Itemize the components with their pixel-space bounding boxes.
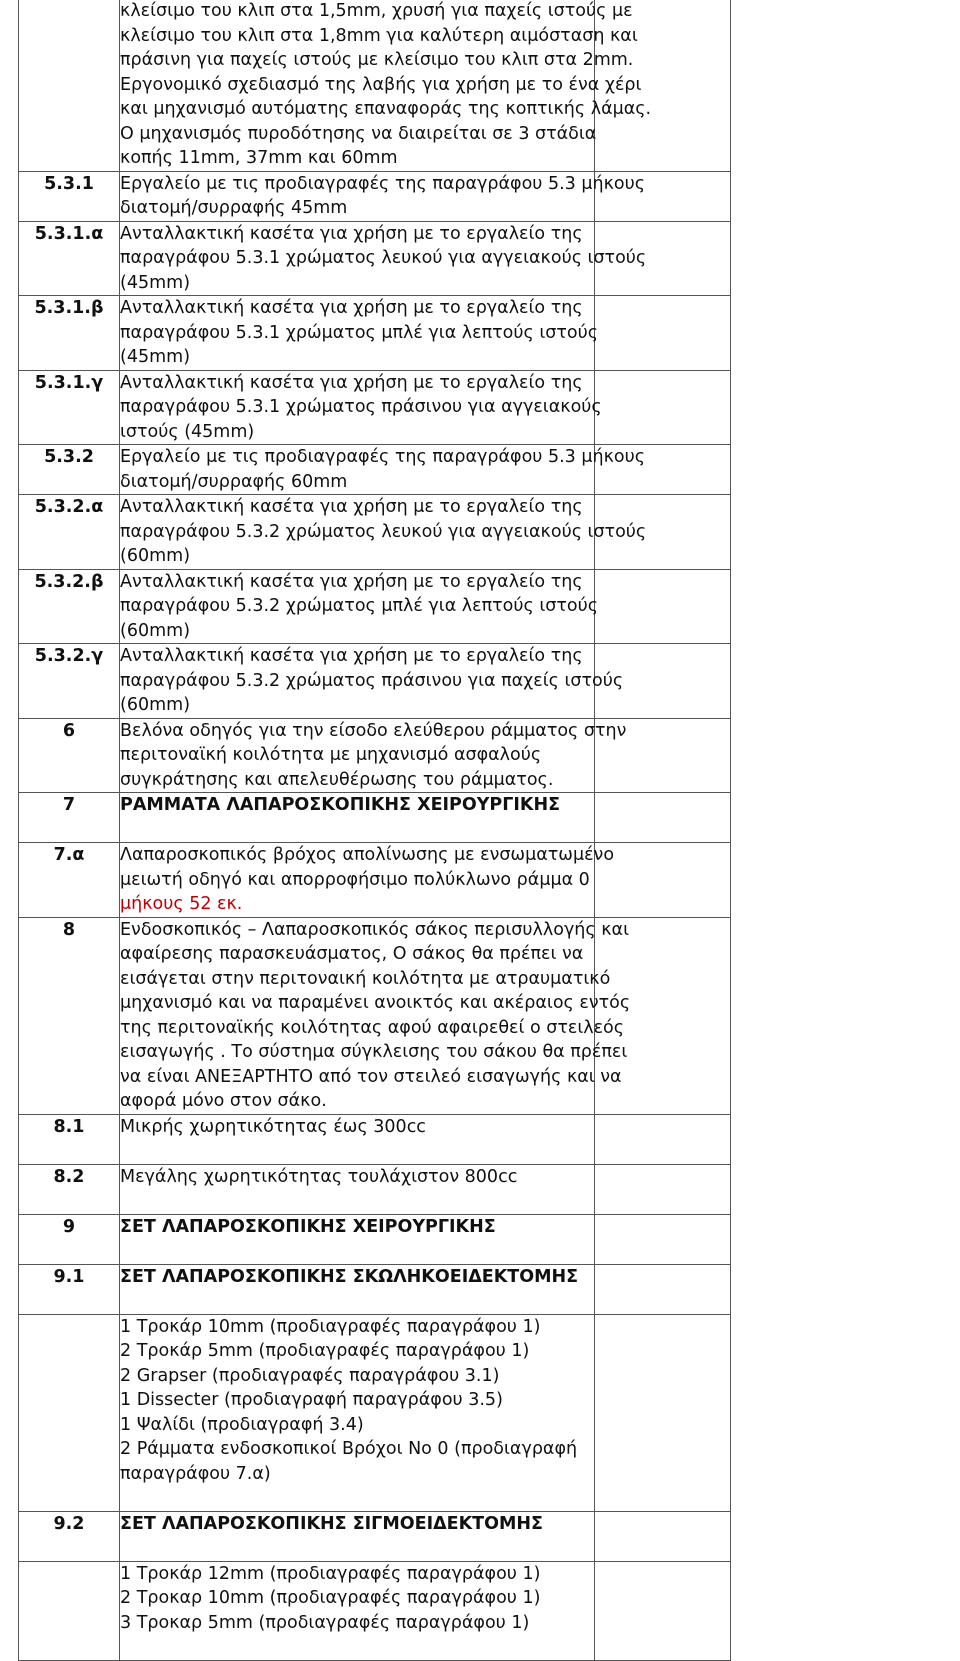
item-description — [120, 1214, 595, 1264]
item-description — [120, 917, 631, 1114]
compliance-cell — [595, 569, 731, 644]
text-line: 2 Ράμματα ενδοσκοπικοί Βρόχοι Νο 0 (προδιαγραφή — [120, 1439, 578, 1459]
text-line: Ανταλλακτική κασέτα για χρήση με το εργαλείο της — [120, 497, 583, 517]
item-description — [120, 793, 595, 843]
table-row — [19, 843, 731, 918]
text-line — [120, 1486, 594, 1511]
text-line: και μηχανισμό αυτόματης επαναφοράς της κοπτικής λάμας. — [120, 99, 652, 119]
table-row — [19, 917, 731, 1114]
item-number: 5.3.2.β — [19, 569, 120, 644]
text-line — [120, 1139, 594, 1164]
table-row — [19, 644, 731, 719]
text-line: ΣΕΤ ΛΑΠΑΡΟΣΚΟΠΙΚΗΣ ΣΚΩΛΗΚΟΕΙΔΕΚΤΟΜΗΣ — [120, 1266, 579, 1287]
text-line: 2 Τροκαρ 10mm (προδιαγραφές παραγράφου 1) — [120, 1588, 541, 1608]
table-row — [19, 171, 731, 221]
item-number: 5.3.1.γ — [19, 370, 120, 445]
text-line: εισάγεται στην περιτοναική κοιλότητα με ατραυματικό — [120, 968, 611, 989]
table-row — [19, 1511, 731, 1561]
specification-table-body — [19, 0, 731, 1660]
item-description — [120, 221, 647, 296]
compliance-cell — [595, 1214, 731, 1264]
compliance-cell — [595, 370, 731, 445]
text-line: Ανταλλακτική κασέτα για χρήση με το εργαλείο της — [120, 372, 583, 393]
compliance-cell — [595, 1511, 731, 1561]
item-number: 9.2 — [19, 1511, 120, 1561]
item-number: 6 — [19, 718, 120, 793]
specification-document — [18, 0, 731, 1661]
table-row — [19, 495, 731, 570]
item-description — [120, 1561, 595, 1660]
item-description — [120, 1511, 595, 1561]
text-line: Ανταλλακτική κασέτα για χρήση με το εργαλείο της — [120, 571, 583, 592]
text-line: διατομή/συρραφής 45mm — [120, 198, 348, 218]
text-line: Λαπαροσκοπικός βρόχος απολίνωσης με ενσωματωμένο — [120, 845, 615, 865]
item-description — [120, 495, 647, 570]
item-number: 5.3.2.α — [19, 495, 120, 570]
text-line: 1 Τροκάρ 12mm (προδιαγραφές παραγράφου 1) — [120, 1563, 541, 1584]
item-description — [120, 718, 627, 793]
item-description — [120, 843, 615, 918]
item-number — [19, 1561, 120, 1660]
table-row — [19, 1114, 731, 1164]
table-row — [19, 221, 731, 296]
text-line: παραγράφου 5.3.2 χρώματος λευκού για αγγειακούς ιστούς — [120, 521, 647, 542]
text-line: (60mm) — [120, 695, 191, 715]
highlighted-text-line: μήκους 52 εκ. — [120, 894, 243, 914]
text-line: κοπής 11mm, 37mm και 60mm — [120, 148, 398, 168]
text-line: Ανταλλακτική κασέτα για χρήση με το εργαλείο της — [120, 298, 583, 318]
item-description — [120, 445, 646, 495]
item-description — [120, 296, 598, 371]
text-line: Ανταλλακτική κασέτα για χρήση με το εργαλείο της — [120, 646, 583, 666]
text-line: Εργαλείο με τις προδιαγραφές της παραγράφου 5.3 μήκους — [120, 173, 646, 194]
table-row — [19, 793, 731, 843]
text-line: 1 Ψαλίδι (προδιαγραφή 3.4) — [120, 1414, 364, 1435]
table-row — [19, 718, 731, 793]
item-number: 8.1 — [19, 1114, 120, 1164]
compliance-cell — [595, 1114, 731, 1164]
text-line — [120, 818, 594, 843]
text-line: περιτοναϊκή κοιλότητα με μηχανισμό ασφαλούς — [120, 745, 542, 765]
compliance-cell — [595, 1264, 731, 1314]
text-line: μειωτή οδηγό και απορροφήσιμο πολύκλωνο ράμμα 0 — [120, 869, 590, 890]
item-description — [120, 1114, 595, 1164]
item-number: 9 — [19, 1214, 120, 1264]
table-row — [19, 0, 731, 171]
text-line: ιστούς (45mm) — [120, 421, 255, 442]
table-row — [19, 1264, 731, 1314]
table-row — [19, 569, 731, 644]
text-line — [120, 1536, 594, 1561]
text-line: Εργονομικό σχεδιασμό της λαβής για χρήση με το ένα χέρι — [120, 74, 642, 95]
table-row — [19, 296, 731, 371]
table-row — [19, 1214, 731, 1264]
text-line: παραγράφου 5.3.1 χρώματος πράσινου για αγγειακούς — [120, 397, 602, 417]
table-row — [19, 370, 731, 445]
item-description — [120, 370, 602, 445]
text-line: παραγράφου 5.3.1 χρώματος μπλέ για λεπτούς ιστούς — [120, 322, 598, 343]
compliance-cell — [595, 1164, 731, 1214]
item-number: 5.3.2.γ — [19, 644, 120, 719]
text-line: κλείσιμο του κλιπ στα 1,8mm για καλύτερη αιμόσταση και — [120, 25, 638, 46]
item-description — [120, 1314, 595, 1511]
compliance-cell — [595, 843, 731, 918]
text-line — [120, 1189, 594, 1214]
text-line: μηχανισμό και να παραμένει ανοικτός και ακέραιος εντός — [120, 993, 631, 1013]
text-line: διατομή/συρραφής 60mm — [120, 471, 348, 492]
compliance-cell — [595, 1314, 731, 1511]
item-number: 8.2 — [19, 1164, 120, 1214]
table-row — [19, 1314, 731, 1511]
text-line: συγκράτησης και απελευθέρωσης του ράμματος. — [120, 769, 554, 790]
text-line — [120, 1239, 594, 1264]
item-number: 7.α — [19, 843, 120, 918]
text-line: παραγράφου 7.α) — [120, 1463, 271, 1484]
item-number: 9.1 — [19, 1264, 120, 1314]
text-line: παραγράφου 5.3.2 χρώματος μπλέ για λεπτούς ιστούς — [120, 596, 598, 616]
item-number: 5.3.1.α — [19, 221, 120, 296]
text-line — [120, 1289, 594, 1314]
table-row — [19, 1561, 731, 1660]
text-line: (60mm) — [120, 546, 191, 566]
compliance-cell — [595, 1561, 731, 1660]
table-row — [19, 1164, 731, 1214]
item-description — [120, 0, 652, 171]
text-line: Μικρής χωρητικότητας έως 300cc — [120, 1116, 426, 1137]
text-line: Ανταλλακτική κασέτα για χρήση με το εργαλείο της — [120, 223, 583, 244]
item-number: 7 — [19, 793, 120, 843]
item-description — [120, 569, 598, 644]
item-number — [19, 0, 120, 171]
item-description — [120, 1164, 595, 1214]
text-line: 1 Dissecter (προδιαγραφή παραγράφου 3.5) — [120, 1390, 503, 1410]
item-number — [19, 1314, 120, 1511]
compliance-cell — [595, 793, 731, 843]
text-line: αφαίρεσης παρασκευάσματος, Ο σάκος θα πρέπει να — [120, 944, 584, 964]
text-line: παραγράφου 5.3.2 χρώματος πράσινου για παχείς ιστούς — [120, 670, 624, 691]
text-line: εισαγωγής . Το σύστημα σύγκλεισης του σάκου θα πρέπει — [120, 1042, 628, 1062]
item-description — [120, 171, 646, 221]
text-line: (45mm) — [120, 347, 191, 367]
item-description — [120, 644, 624, 719]
text-line: πράσινη για παχείς ιστούς με κλείσιμο του κλιπ στα 2mm. — [120, 50, 634, 70]
text-line: Βελόνα οδηγός για την είσοδο ελεύθερου ράμματος στην — [120, 720, 627, 741]
item-number: 5.3.1.β — [19, 296, 120, 371]
text-line: 2 Τροκάρ 5mm (προδιαγραφές παραγράφου 1) — [120, 1341, 530, 1361]
text-line: Μεγάλης χωρητικότητας τουλάχιστον 800cc — [120, 1166, 518, 1187]
text-line: ΣΕΤ ΛΑΠΑΡΟΣΚΟΠΙΚΗΣ ΣΙΓΜΟΕΙΔΕΚΤΟΜΗΣ — [120, 1513, 543, 1534]
text-line: κλείσιμο του κλιπ στα 1,5mm, χρυσή για παχείς ιστούς με — [120, 1, 633, 21]
text-line: να είναι ΑΝΕΞΑΡΤΗΤΟ από τον στειλεό εισαγωγής και να — [120, 1066, 622, 1087]
text-line: αφορά μόνο στον σάκο. — [120, 1091, 327, 1111]
text-line: Εργαλείο με τις προδιαγραφές της παραγράφου 5.3 μήκους — [120, 447, 646, 467]
text-line: ΣΕΤ ΛΑΠΑΡΟΣΚΟΠΙΚΗΣ ΧΕΙΡΟΥΡΓΙΚΗΣ — [120, 1216, 496, 1237]
text-line: 1 Τροκάρ 10mm (προδιαγραφές παραγράφου 1) — [120, 1316, 541, 1337]
text-line — [120, 1635, 594, 1660]
text-line: Ο μηχανισμός πυροδότησης να διαιρείται σε 3 στάδια — [120, 123, 597, 144]
text-line: 3 Τροκαρ 5mm (προδιαγραφές παραγράφου 1) — [120, 1612, 530, 1633]
item-description — [120, 1264, 595, 1314]
table-row — [19, 445, 731, 495]
specification-table — [18, 0, 731, 1661]
text-line: (45mm) — [120, 272, 191, 293]
text-line: 2 Grapser (προδιαγραφές παραγράφου 3.1) — [120, 1365, 500, 1386]
item-number: 8 — [19, 917, 120, 1114]
item-number: 5.3.1 — [19, 171, 120, 221]
text-line: (60mm) — [120, 620, 191, 641]
text-line: της περιτοναϊκής κοιλότητας αφού αφαιρεθεί ο στειλεός — [120, 1017, 625, 1038]
item-number: 5.3.2 — [19, 445, 120, 495]
text-line: ΡΑΜΜΑΤΑ ΛΑΠΑΡΟΣΚΟΠΙΚΗΣ ΧΕΙΡΟΥΡΓΙΚΗΣ — [120, 795, 561, 815]
text-line: Ενδοσκοπικός – Λαπαροσκοπικός σάκος περισυλλογής και — [120, 919, 629, 940]
compliance-cell — [595, 296, 731, 371]
text-line: παραγράφου 5.3.1 χρώματος λευκού για αγγειακούς ιστούς — [120, 248, 647, 268]
